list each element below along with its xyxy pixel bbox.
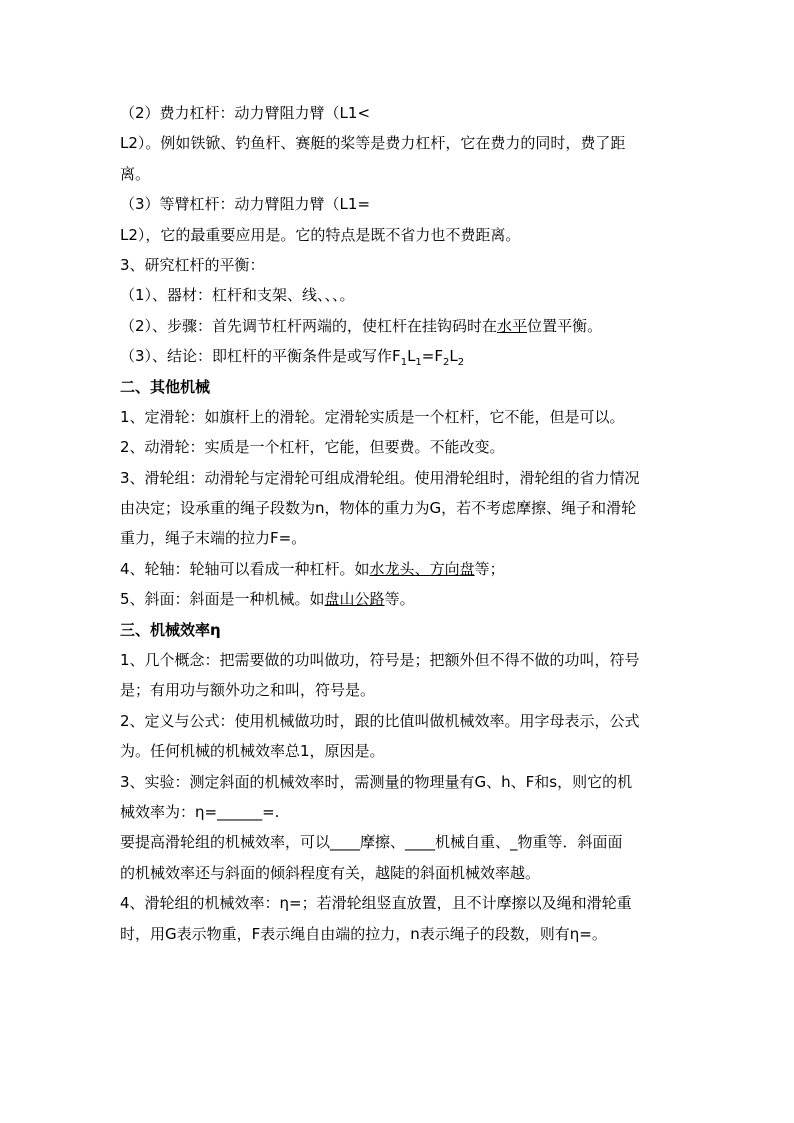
text-span: （2）、步骤：首先调节杠杆两端的，使杠杆在挂钩码时在 xyxy=(120,316,498,335)
text-line-16 xyxy=(120,554,680,584)
text-line-7: （1）、器材：杠杆和支架、线、、、。 xyxy=(120,286,355,305)
underlined-term: 盘山公路 xyxy=(324,590,385,609)
lever-balance-formula: $F_1L_1=F_2L_2$ xyxy=(392,347,465,369)
text-line-26: 的机械效率还与斜面的倾斜程度有关，越陡的斜面机械效率越。 xyxy=(120,863,541,882)
fill-blank[interactable]: ______ xyxy=(217,802,263,821)
text-line-23: 3、实验：测定斜面的机械效率时，需测量的物理量有G、h、F和s，则它的机 xyxy=(120,772,633,791)
text-line-20: 是；有用功与额外功之和叫，符号是。 xyxy=(120,681,376,700)
text-span: 要提高滑轮组的机械效率，可以 xyxy=(120,833,331,852)
fill-blank[interactable]: _ xyxy=(510,833,518,852)
text-line-19: 1、几个概念：把需要做的功叫做功，符号是；把额外但不得不做的功叫，符号 xyxy=(120,651,640,670)
text-line-24 xyxy=(120,797,680,827)
text-line-28: 时，用G表示物重，F表示绳自由端的拉力，n表示绳子的段数，则有η=。 xyxy=(120,924,607,943)
underlined-separator: 、 xyxy=(414,559,430,578)
text-line-4: （3）等臂杠杆：动力臂阻力臂（L1= xyxy=(120,195,371,214)
text-span: 摩擦、 xyxy=(360,833,406,852)
text-line-2: L2）。例如铁锨、钓鱼杆、赛艇的桨等是费力杠杆，它在费力的同时，费了距 xyxy=(120,134,626,153)
text-line-9 xyxy=(120,341,680,371)
text-line-13: 3、滑轮组：动滑轮与定滑轮可组成滑轮组。使用滑轮组时，滑轮组的省力情况 xyxy=(120,468,640,487)
text-line-11: 1、定滑轮：如旗杆上的滑轮。定滑轮实质是一个杠杆，它不能，但是可以。 xyxy=(120,407,625,426)
text-line-27: 4、滑轮组的机械效率：η=；若滑轮组竖直放置，且不计摩擦以及绳和滑轮重 xyxy=(120,894,632,913)
fill-blank[interactable]: ____ xyxy=(405,833,436,852)
text-line-12: 2、动滑轮：实质是一个杠杆，它能，但要费。不能改变。 xyxy=(120,438,505,457)
section-heading-3: 三、机械效率η xyxy=(120,620,221,639)
text-span: 物重等．斜面面 xyxy=(517,833,623,852)
text-span: 等。 xyxy=(384,590,415,609)
text-line-25 xyxy=(120,827,680,857)
fill-blank[interactable]: ____ xyxy=(330,833,361,852)
text-span: 4、轮轴：轮轴可以看成一种杠杆。如 xyxy=(120,559,370,578)
text-span: =. xyxy=(262,802,280,821)
underlined-term: 水平 xyxy=(497,316,528,335)
text-line-15: 重力，绳子末端的拉力F=。 xyxy=(120,529,307,548)
section-heading-2: 二、其他机械 xyxy=(120,377,211,396)
text-span: 械效率为：η= xyxy=(120,802,218,821)
text-span: 5、斜面：斜面是一种机械。如 xyxy=(120,590,325,609)
text-line-17 xyxy=(120,584,680,614)
text-line-5: L2），它的最重要应用是。它的特点是既不省力也不费距离。 xyxy=(120,225,521,244)
text-line-8 xyxy=(120,311,680,341)
text-line-21: 2、定义与公式：使用机械做功时，跟的比值叫做机械效率。用字母表示，公式 xyxy=(120,711,640,730)
text-line-14: 由决定；设承重的绳子段数为n，物体的重力为G，若不考虑摩擦、绳子和滑轮 xyxy=(120,499,637,518)
text-line-3: 离。 xyxy=(120,164,151,183)
text-span: 位置平衡。 xyxy=(527,316,603,335)
text-line-22: 为。任何机械的机械效率总1，原因是。 xyxy=(120,742,385,761)
text-span: 机械自重、 xyxy=(435,833,511,852)
text-line-1: （2）费力杠杆：动力臂阻力臂（L1< xyxy=(120,104,371,122)
underlined-term: 方向盘 xyxy=(429,559,475,578)
document-body xyxy=(120,98,680,949)
underlined-term: 水龙头 xyxy=(369,559,415,578)
text-span: 等； xyxy=(474,559,505,578)
text-span: （3）、结论：即杠杆的平衡条件是或写作 xyxy=(120,347,393,366)
text-line-6: 3、研究杠杆的平衡： xyxy=(120,255,265,274)
